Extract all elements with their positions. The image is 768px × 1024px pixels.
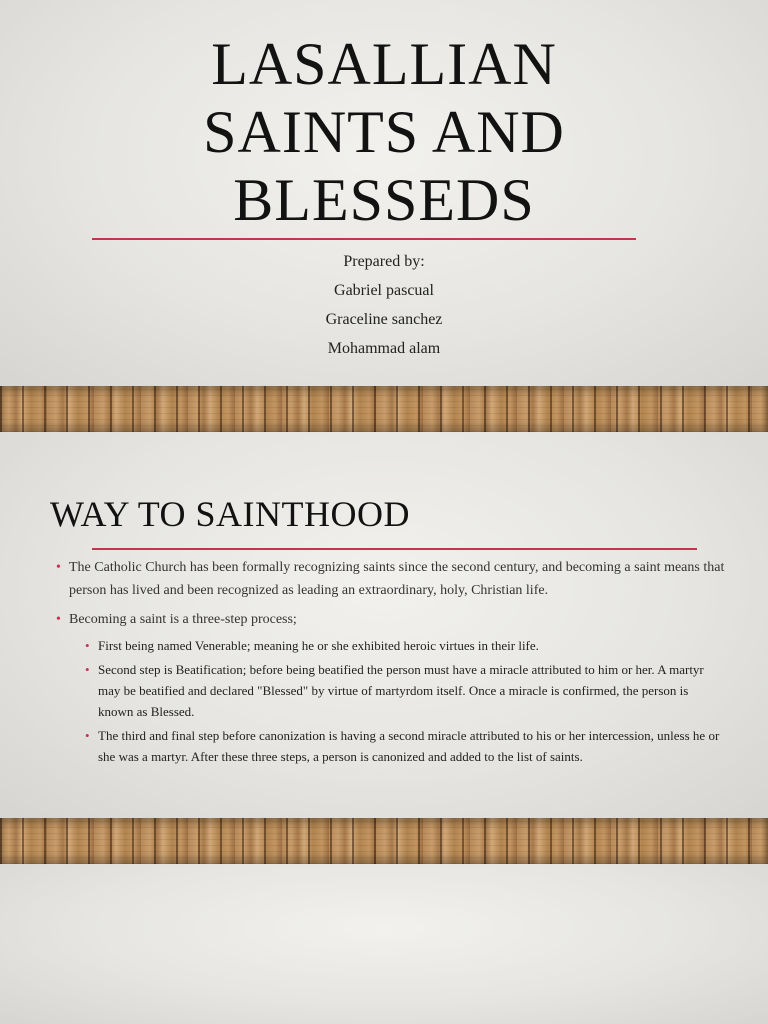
bullet-list: [56, 556, 726, 770]
title-line: BLESSEDS: [233, 167, 535, 233]
title-underline: [92, 238, 636, 240]
author-name: Gabriel pascual: [334, 282, 434, 299]
author-name: Graceline sanchez: [325, 311, 443, 328]
title-line: SAINTS AND: [203, 99, 565, 165]
next-slide: [0, 864, 768, 1024]
title-line: LASALLIAN: [211, 31, 557, 97]
section-underline: [92, 548, 697, 550]
sub-bullet-item: • The third and final step before canonization is having a second miracle attributed to his or her intercession, unless he or she was a martyr. After these three steps, a person is canonized and added to the list of saints.: [85, 725, 726, 767]
slide-title: [0, 30, 768, 234]
wood-floor-decoration: [0, 386, 768, 432]
author-name: Mohammad alam: [327, 340, 441, 357]
title-slide: [0, 0, 768, 386]
bullet-item: • Becoming a saint is a three-step process;: [56, 608, 726, 631]
sub-bullet-item: • First being named Venerable; meaning he or she exhibited heroic virtues in their life.: [85, 635, 726, 656]
wood-floor-decoration: [0, 818, 768, 864]
author-list: [0, 251, 768, 367]
prepared-by-label: Prepared by:: [343, 253, 425, 270]
sub-bullet-item: • Second step is Beatification; before being beatified the person must have a miracle attributed to him or her. A martyr may be beatified and declared "Blessed" by virtue of martyrdom itself. Once a miracle is confirmed, the person is known as Blessed.: [85, 659, 726, 722]
section-title: WAY TO SAINTHOOD: [50, 494, 411, 534]
bullet-item: • The Catholic Church has been formally recognizing saints since the second century, and becoming a saint means that person has lived and been recognized as leading an extraordinary, holy, Christian life.: [56, 556, 726, 602]
